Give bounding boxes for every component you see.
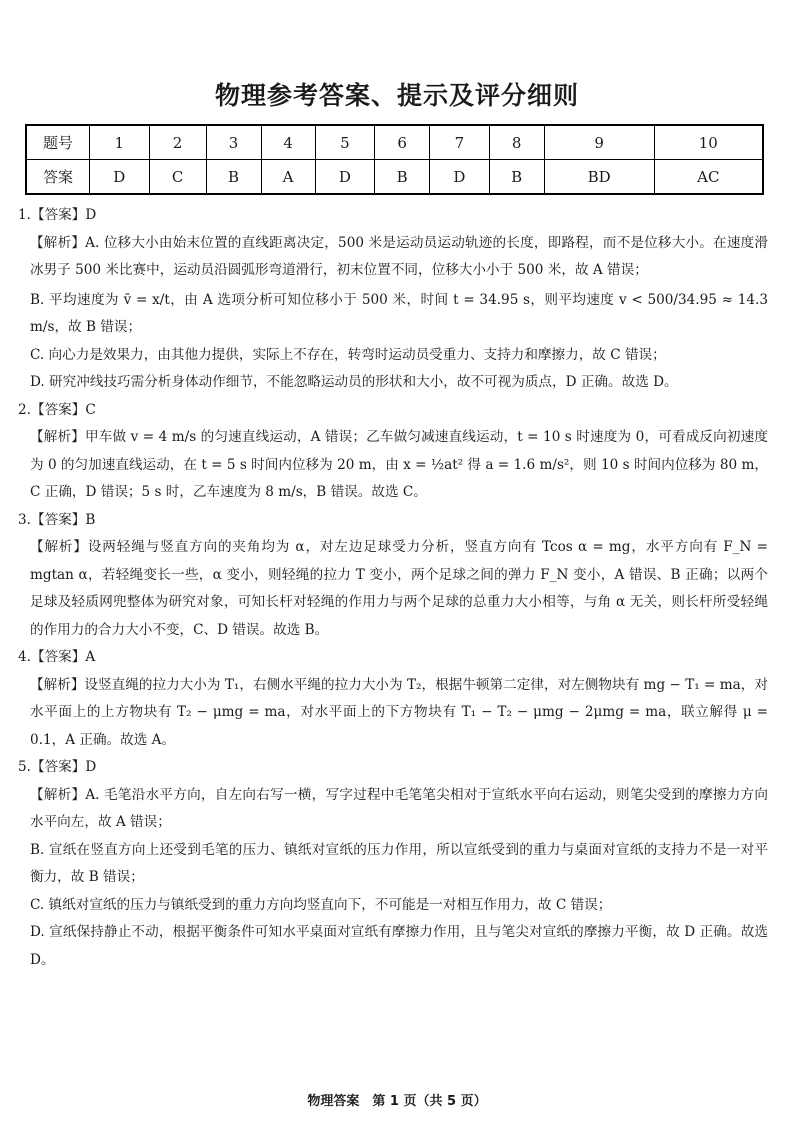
explanation-paragraph: 【解析】A. 毛笔沿水平方向，自左向右写一横，写字过程中毛笔笔尖相对于宣纸水平向右运动，则笔尖受到的摩擦力方向水平向左，故 A 错误； [30,786,768,830]
answer-cell: A [261,160,315,195]
answer-heading: 1.【答案】D [18,207,97,223]
explanation-paragraph: 【解析】设两轻绳与竖直方向的夹角均为 α，对左边足球受力分析，竖直方向有 Tcos α = mg，水平方向有 F_N = mgtan α，若轻绳变长一些，α 变小，则轻绳的拉力 T 变小，两个足球之间的弹力 F_N 变小，A 错误、B 正确；以两个足球及轻质网兜整体为研究对象，可知长杆对轻绳的作用力与两个足球的总重力大小相等，与角 α 无关，则长杆所受轻绳的作用力的合力大小不变，C、D 错误。故选 B。 [30,539,768,638]
number-row [26,125,763,160]
page-title: 物理参考答案、提示及评分细则 [214,81,579,110]
explanation-paragraph: B. 宣纸在竖直方向上还受到毛笔的压力、镇纸对宣纸的压力作用，所以宣纸受到的重力与桌面对宣纸的支持力不是一对平衡力，故 B 错误； [30,841,768,885]
answer-heading: 2.【答案】C [18,401,96,418]
answer-heading: 4.【答案】A [18,649,96,665]
answer-cell: BD [544,160,654,195]
answer-cell: D [90,160,150,195]
answer-heading: 5.【答案】D [18,759,97,775]
answer-cell: B [375,160,430,195]
question-4 [18,644,768,754]
number-cell: 3 [206,125,261,160]
answer-cell: D [430,160,490,195]
answer-cell: C [149,160,206,195]
number-cell: 4 [261,125,315,160]
explanation-paragraph: C. 向心力是效果力，由其他力提供，实际上不存在，转弯时运动员受重力、支持力和摩擦力，故 C 错误； [30,346,666,363]
solutions [18,202,768,974]
number-cell: 5 [315,125,375,160]
answer-cell: B [206,160,261,195]
number-cell: 10 [654,125,763,160]
answer-table [25,124,764,195]
answer-cell: D [315,160,375,195]
number-cell: 8 [489,125,544,160]
answer-cell: AC [654,160,763,195]
question-5 [18,754,768,974]
question-2 [18,397,768,507]
explanation-paragraph: D. 研究冲线技巧需分析身体动作细节，不能忽略运动员的形状和大小，故不可视为质点，D 正确。故选 D。 [30,374,678,390]
number-cell: 6 [375,125,430,160]
answer-cell: B [489,160,544,195]
explanation-paragraph: D. 宣纸保持静止不动，根据平衡条件可知水平桌面对宣纸有摩擦力作用，且与笔尖对宣纸的摩擦力平衡，故 D 正确。故选 D。 [30,924,768,968]
number-cell: 7 [430,125,490,160]
row-label: 题号 [26,125,90,160]
page-footer: 物理答案 第 1 页（共 5 页） [307,1094,487,1109]
question-3 [18,507,768,645]
explanation-paragraph: B. 平均速度为 v̄ = x/t，由 A 选项分析可知位移小于 500 米，时间 t = 34.95 s，则平均速度 v < 500/34.95 ≈ 14.3 m/s，故 B 错误； [30,291,768,335]
number-cell: 1 [90,125,150,160]
explanation-paragraph: 【解析】设竖直绳的拉力大小为 T₁，右侧水平绳的拉力大小为 T₂，根据牛顿第二定律，对左侧物块有 mg − T₁ = ma，对水平面上的上方物块有 T₂ − μmg = ma，对水平面上的下方物块有 T₁ − T₂ − μmg − 2μmg = ma，联立解得 μ = 0.1，A 正确。故选 A。 [30,676,768,748]
explanation-paragraph: C. 镇纸对宣纸的压力与镇纸受到的重力方向均竖直向下，不可能是一对相互作用力，故 C 错误； [30,896,612,913]
number-cell: 2 [149,125,206,160]
explanation-paragraph: 【解析】A. 位移大小由始末位置的直线距离决定，500 米是运动员运动轨迹的长度，即路程，而不是位移大小。在速度滑冰男子 500 米比赛中，运动员沿圆弧形弯道滑行，初末位置不同，位移大小小于 500 米，故 A 错误； [30,234,768,278]
row-label: 答案 [26,160,90,195]
number-cell: 9 [544,125,654,160]
answer-row [26,160,763,195]
explanation-paragraph: 【解析】甲车做 v = 4 m/s 的匀速直线运动，A 错误；乙车做匀减速直线运动，t = 10 s 时速度为 0，可看成反向初速度为 0 的匀加速直线运动，在 t = 5 s 时间内位移为 20 m，由 x = ½at² 得 a = 1.6 m/s²，则 10 s 时间内位移为 80 m，C 正确，D 错误；5 s 时，乙车速度为 8 m/s，B 错误。故选 C。 [30,429,768,500]
answer-heading: 3.【答案】B [18,511,96,528]
question-1 [18,202,768,397]
